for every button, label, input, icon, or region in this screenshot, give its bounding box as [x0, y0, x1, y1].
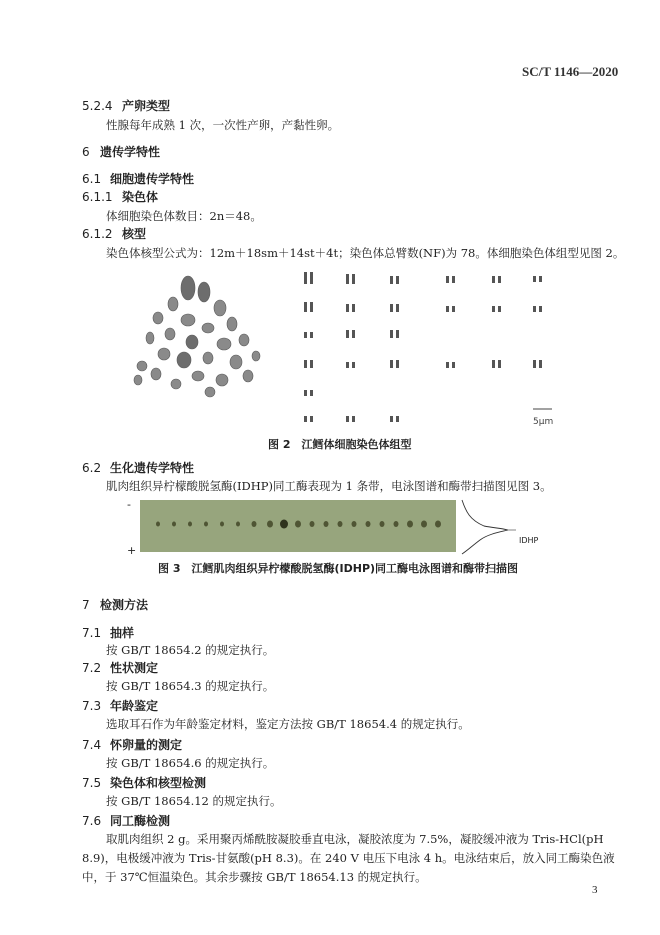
paragraph-6-1-2: 染色体核型公式为：12m＋18sm＋14st＋4t；染色体总臂数(NF)为 78。体细胞染色体组型见图 2。	[106, 246, 625, 260]
heading-6-1	[82, 170, 194, 187]
paragraph-7-6-line-3: 中，于 37℃恒温染色。其余步骤按 GB/T 18654.13 的规定执行。	[82, 870, 427, 884]
electrophoresis-gel-image	[140, 500, 460, 552]
heading-6-1-1	[82, 188, 158, 205]
section-number: 6.1.1	[82, 190, 113, 204]
idhp-band-label: IDHP	[519, 536, 539, 545]
section-number: 7	[82, 598, 90, 612]
section-title: 性状测定	[110, 661, 159, 675]
section-number: 5.2.4	[82, 99, 113, 113]
section-title: 生化遗传学特性	[110, 461, 195, 475]
paragraph-7-4: 按 GB/T 18654.6 的规定执行。	[106, 756, 275, 770]
section-title: 年龄鉴定	[110, 699, 159, 713]
section-title: 染色体和核型检测	[110, 776, 207, 790]
section-number: 7.1	[82, 626, 102, 640]
paragraph-7-1: 按 GB/T 18654.2 的规定执行。	[106, 643, 275, 657]
section-number: 6.1.2	[82, 227, 113, 241]
heading-5-2-4	[82, 97, 170, 114]
section-title: 检测方法	[100, 598, 149, 612]
heading-7-6	[82, 812, 170, 829]
section-title: 细胞遗传学特性	[110, 172, 195, 186]
heading-7-1	[82, 624, 134, 641]
section-number: 7.5	[82, 776, 102, 790]
section-number: 6	[82, 145, 90, 159]
paragraph-7-3: 选取耳石作为年龄鉴定材料，鉴定方法按 GB/T 18654.4 的规定执行。	[106, 717, 470, 731]
section-title: 染色体	[122, 190, 159, 204]
heading-6-1-2	[82, 225, 146, 242]
section-number: 6.1	[82, 172, 102, 186]
gel-minus-label: -	[127, 498, 131, 511]
section-number: 6.2	[82, 461, 102, 475]
paragraph-7-6-line-1: 取肌肉组织 2 g。采用聚丙烯酰胺凝胶垂直电泳，凝胶浓度为 7.5%，凝胶缓冲液为 Tris-HCl(pH	[106, 832, 604, 846]
page-number: 3	[592, 884, 598, 896]
heading-7	[82, 596, 148, 613]
gel-plus-label: +	[127, 544, 137, 557]
figure-3-caption: 图 3 江鳕肌肉组织异柠檬酸脱氢酶(IDHP)同工酶电泳图谱和酶带扫描图	[158, 562, 519, 575]
heading-7-4	[82, 736, 182, 753]
heading-7-2	[82, 659, 158, 676]
densitometry-scan-trace	[458, 498, 520, 556]
paragraph-7-2: 按 GB/T 18654.3 的规定执行。	[106, 679, 275, 693]
paragraph-7-5: 按 GB/T 18654.12 的规定执行。	[106, 794, 282, 808]
scale-bar-label: 5μm	[533, 417, 554, 427]
karyotype-arrangement	[304, 272, 542, 422]
section-title: 怀卵量的测定	[110, 738, 183, 752]
metaphase-spread-image	[134, 276, 260, 397]
section-title: 抽样	[110, 626, 135, 640]
section-title: 核型	[122, 227, 147, 241]
section-title: 产卵类型	[122, 99, 171, 113]
paragraph-6-2: 肌肉组织异柠檬酸脱氢酶(IDHP)同工酶表现为 1 条带，电泳图谱和酶带扫描图见图 3。	[106, 479, 552, 493]
section-title: 同工酶检测	[110, 814, 171, 828]
paragraph-7-6-line-2: 8.9)，电极缓冲液为 Tris-甘氨酸(pH 8.3)。在 240 V 电压下电泳 4 h。电泳结束后，放入同工酶染色液	[82, 851, 615, 865]
section-title: 遗传学特性	[100, 145, 161, 159]
section-number: 7.2	[82, 661, 102, 675]
section-number: 7.4	[82, 738, 102, 752]
heading-7-5	[82, 774, 206, 791]
heading-7-3	[82, 697, 158, 714]
figure-2-karyotype	[128, 268, 568, 430]
heading-6-2	[82, 459, 194, 476]
figure-2-caption: 图 2 江鳕体细胞染色体组型	[268, 438, 412, 451]
paragraph-5-2-4: 性腺每年成熟 1 次，一次性产卵，产黏性卵。	[106, 118, 340, 132]
heading-6	[82, 143, 160, 160]
standard-number: SC/T 1146—2020	[522, 64, 619, 79]
section-number: 7.6	[82, 814, 102, 828]
section-number: 7.3	[82, 699, 102, 713]
paragraph-6-1-1: 体细胞染色体数目：2n＝48。	[106, 209, 262, 223]
